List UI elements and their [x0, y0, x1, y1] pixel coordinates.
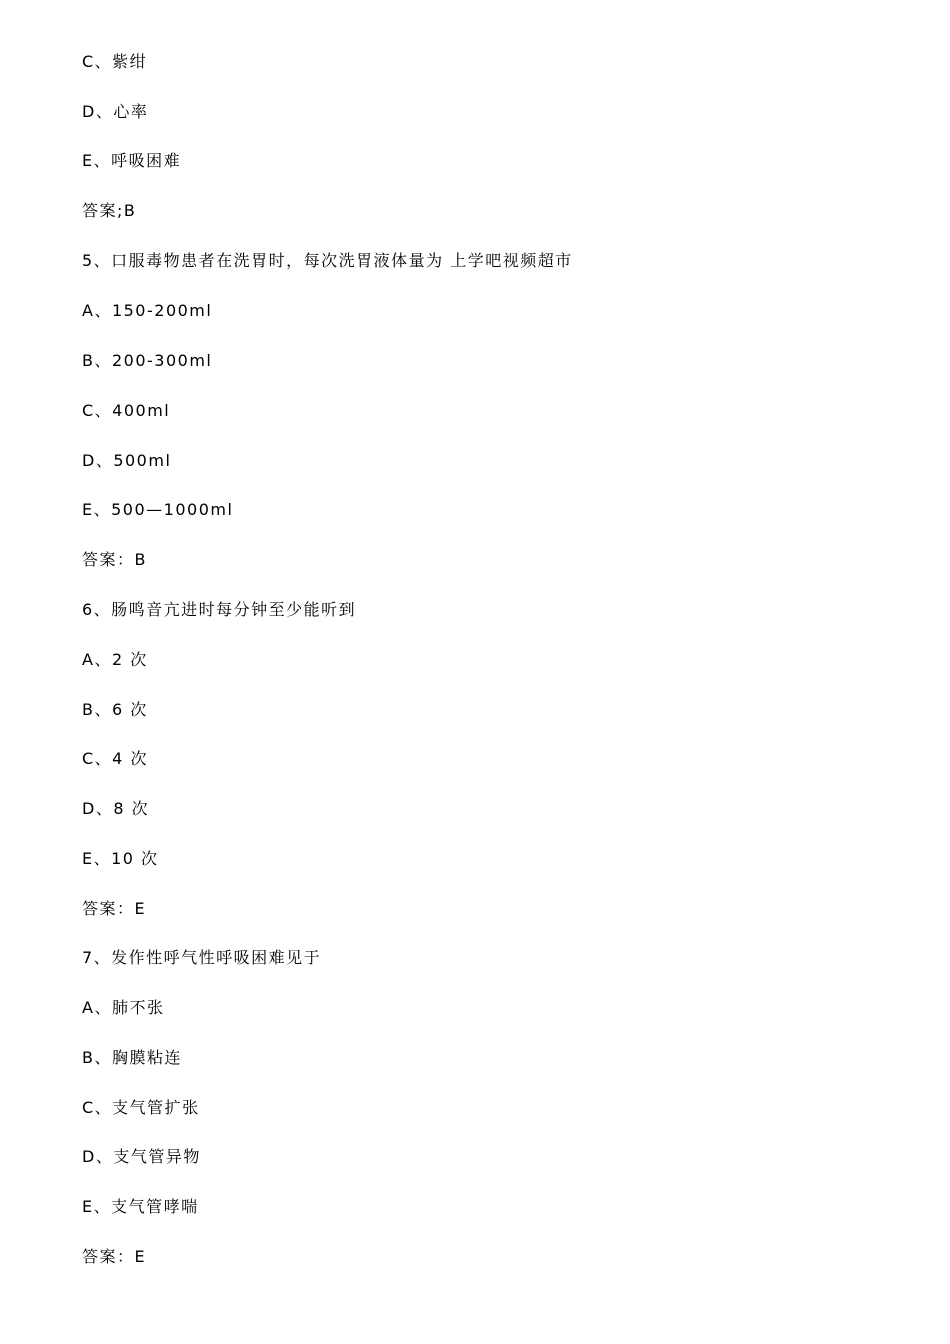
question-5: 5、口服毒物患者在洗胃时，每次洗胃液体量为 上学吧视频超市 [82, 251, 573, 270]
option-b: B、6 次 [82, 700, 148, 719]
option-a: A、肺不张 [82, 998, 165, 1017]
option-d: D、心率 [82, 102, 149, 121]
answer: 答案：E [82, 1247, 147, 1266]
option-b: B、胸膜粘连 [82, 1048, 182, 1067]
option-a: A、150-200ml [82, 301, 213, 320]
answer: 答案：B [82, 550, 147, 569]
option-c: C、400ml [82, 401, 171, 420]
question-6: 6、肠鸣音亢进时每分钟至少能听到 [82, 600, 357, 619]
option-e: E、呼吸困难 [82, 151, 182, 170]
option-d: D、500ml [82, 451, 172, 470]
option-e: E、500—1000ml [82, 500, 234, 519]
question-7: 7、发作性呼气性呼吸困难见于 [82, 948, 322, 967]
answer: 答案;B [82, 201, 137, 220]
option-c: C、支气管扩张 [82, 1098, 200, 1117]
option-a: A、2 次 [82, 650, 148, 669]
option-e: E、支气管哮喘 [82, 1197, 199, 1216]
answer: 答案：E [82, 899, 147, 918]
option-c: C、紫绀 [82, 52, 148, 71]
option-c: C、4 次 [82, 749, 148, 768]
option-d: D、支气管异物 [82, 1147, 201, 1166]
option-e: E、10 次 [82, 849, 159, 868]
option-b: B、200-300ml [82, 351, 213, 370]
option-d: D、8 次 [82, 799, 150, 818]
